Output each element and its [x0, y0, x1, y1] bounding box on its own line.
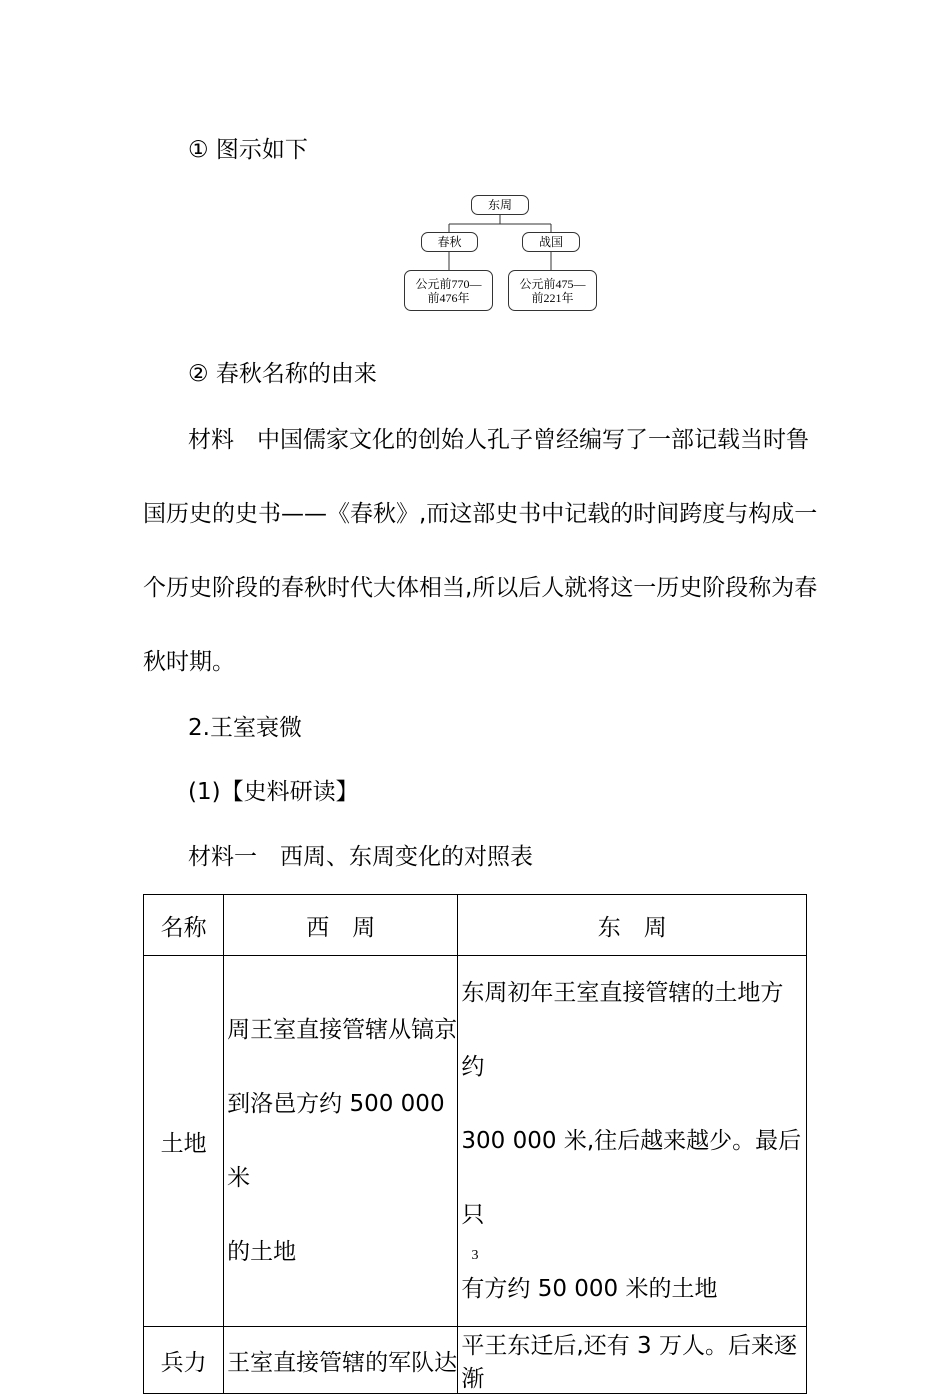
material-line-4: 秋时期。 [143, 649, 235, 675]
subheading-source-reading: (1)【史料研读】 [188, 779, 359, 805]
heading-royal-decline: 2.王室衰微 [188, 715, 302, 741]
node-dongzhou: 东周 [471, 195, 529, 215]
troops-west-line: 王室直接管辖的军队达 [227, 1349, 458, 1376]
troops-east-line: 平王东迁后,还有 3 万人。后来逐渐 [461, 1333, 797, 1392]
diagram-caption: ① 图示如下 [188, 137, 308, 163]
node-chunqiu: 春秋 [421, 232, 478, 252]
land-west-cell [224, 956, 458, 1327]
row-label-troops: 兵力 [144, 1327, 224, 1394]
header-name: 名称 [144, 895, 224, 956]
material-line-3: 个历史阶段的春秋时代大体相当,所以后人就将这一历史阶段称为春 [143, 575, 818, 601]
land-west-line: 的土地 [227, 1239, 297, 1265]
zhanguo-years-line1: 公元前475— [519, 276, 586, 291]
chunqiu-years-line2: 前476年 [427, 290, 470, 305]
land-west-line: 周王室直接管辖从镐京 [227, 1017, 458, 1043]
section-heading-origin: ② 春秋名称的由来 [188, 361, 377, 387]
node-zhanguo: 战国 [522, 232, 580, 252]
land-west-line: 到洛邑方约 500 000 米 [227, 1091, 445, 1191]
dynasty-diagram [400, 190, 600, 316]
land-east-line: 300 000 米,往后越来越少。最后只 [461, 1128, 802, 1228]
table-row [144, 1327, 807, 1394]
zhanguo-years-line2: 前221年 [531, 290, 574, 305]
troops-west-cell [224, 1327, 458, 1394]
row-label-land: 土地 [144, 956, 224, 1327]
troops-east-cell [458, 1327, 807, 1394]
comparison-table [143, 894, 807, 1394]
material-line-1: 材料 中国儒家文化的创始人孔子曾经编写了一部记载当时鲁 [188, 427, 809, 453]
table-header-row [144, 895, 807, 956]
page-number: 3 [471, 1248, 479, 1263]
material-line-2: 国历史的史书——《春秋》,而这部史书中记载的时间跨度与构成一 [143, 501, 818, 527]
land-east-line: 东周初年王室直接管辖的土地方约 [461, 980, 784, 1080]
header-west-zhou: 西 周 [224, 895, 458, 956]
table-title: 材料一 西周、东周变化的对照表 [188, 844, 533, 870]
table-row [144, 956, 807, 1327]
chunqiu-years-line1: 公元前770— [415, 276, 482, 291]
node-zhanguo-years [508, 270, 597, 311]
land-east-line: 有方约 50 000 米的土地 [461, 1276, 718, 1302]
header-east-zhou: 东 周 [458, 895, 807, 956]
node-chunqiu-years [404, 270, 493, 311]
land-east-cell [458, 956, 807, 1327]
